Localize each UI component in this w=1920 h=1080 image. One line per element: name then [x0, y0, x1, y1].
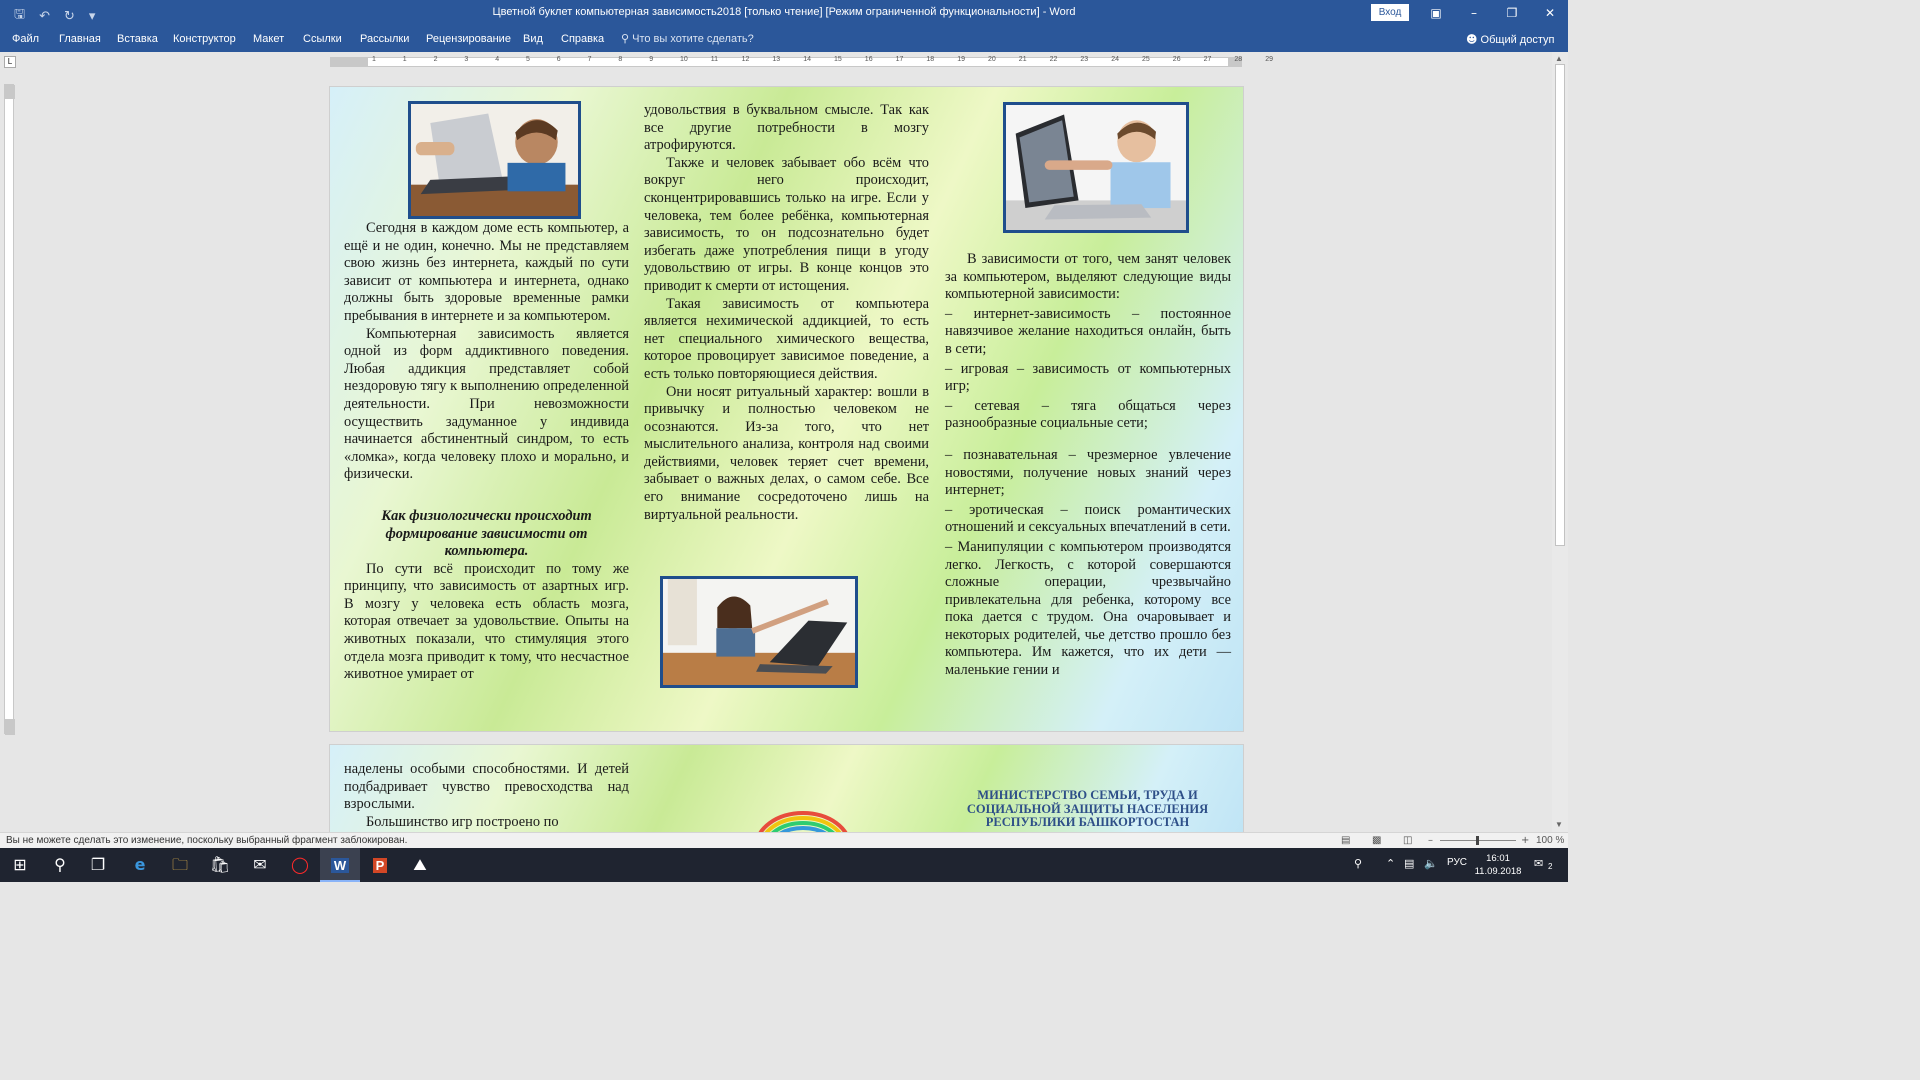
- volume-icon[interactable]: 🔈: [1424, 857, 1438, 870]
- ruler-tick-label: 22: [1049, 56, 1058, 63]
- share-button[interactable]: [1466, 33, 1554, 46]
- search-icon: ⚲: [621, 32, 630, 45]
- document-page-1[interactable]: [329, 86, 1244, 732]
- tab-insert[interactable]: Вставка: [117, 33, 158, 45]
- ruler-tick-label: 4: [495, 56, 500, 63]
- save-icon[interactable]: 🖫: [14, 7, 26, 22]
- ruler-tick-label: 14: [803, 56, 811, 63]
- redo-icon[interactable]: ↻: [63, 8, 75, 24]
- tab-mailings[interactable]: Рассылки: [360, 33, 410, 45]
- paragraph: По сути всё происходит по тому же принципу, что зависимость от азартных игр. В мозгу у человека есть область мозга, которая отвечает за удовольствие. Опыты на животных показали, что стимуляция этого отдела мозга приводит к тому, что несчастное животное умирает от: [344, 560, 629, 683]
- ruler-tick-label: 26: [1172, 56, 1181, 63]
- minimize-icon[interactable]: –: [1471, 6, 1477, 20]
- photo-boy-laptop: [408, 101, 581, 219]
- paragraph: Они носят ритуальный характер: вошли в привычку и полностью человеком не осознаются. Из-за того, что нет мыслительного анализа, контроля над своими действиями, человек теряет счет времени, забывает о важных делах, о самом себе. Все его внимание сосредоточено лишь на виртуальной реальности.: [644, 383, 929, 523]
- tell-me-label: Что вы хотите сделать?: [632, 33, 754, 45]
- zoom-slider-knob[interactable]: [1476, 836, 1479, 845]
- paragraph: Такая зависимость от компьютера является нехимической аддикцией, то есть нет специального химического вещества, которое провоцирует зависимое поведение, а есть только повторяющиеся действия.: [644, 295, 929, 382]
- read-mode-icon[interactable]: ▤: [1341, 835, 1351, 846]
- ribbon-display-options-icon[interactable]: ▣: [1430, 6, 1442, 20]
- list-item: – сетевая – тяга общаться через разнообразные социальные сети;: [945, 397, 1231, 432]
- vruler-top-margin: [5, 85, 15, 99]
- mail-icon[interactable]: ✉: [253, 855, 267, 874]
- section-heading: Как физиологически происходит формирование зависимости от компьютера.: [381, 507, 592, 560]
- ruler-tick-label: 11: [710, 56, 719, 63]
- ruler-tick-label: 17: [895, 56, 904, 63]
- store-icon[interactable]: 🛍: [209, 855, 231, 874]
- ruler-tick-label: 7: [587, 56, 592, 63]
- photos-app-icon[interactable]: ⛰: [413, 855, 427, 874]
- tab-review[interactable]: Рецензирование: [426, 33, 511, 45]
- tab-help[interactable]: Справка: [561, 33, 605, 45]
- paragraph: наделены особыми способностями. И детей подбадривает чувство превосходства над взрослыми.: [344, 761, 629, 813]
- close-icon[interactable]: ✕: [1544, 6, 1556, 20]
- tab-references[interactable]: Ссылки: [303, 33, 342, 45]
- ruler-tick-label: 28: [1234, 56, 1243, 63]
- list-item: – эротическая – поиск романтических отношений и сексуальных впечатлений в сети.: [945, 501, 1231, 536]
- clock-time: 16:01: [1486, 853, 1510, 864]
- list-item: – интернет-зависимость – постоянное навязчивое желание находиться онлайн, быть в сети;: [945, 305, 1231, 357]
- column-3[interactable]: [945, 251, 1231, 680]
- vruler-bottom-margin: [5, 719, 15, 735]
- ruler-tick-label: 8: [618, 56, 623, 63]
- ribbon-tabs: [0, 26, 1568, 52]
- ruler-tick-label: 27: [1203, 56, 1212, 63]
- print-layout-icon[interactable]: ▩: [1372, 835, 1382, 846]
- share-label: Общий доступ: [1480, 34, 1555, 46]
- list-item: – познавательная – чрезмерное увлечение новостями, получение новых знаний через интернет;: [945, 446, 1231, 499]
- network-icon[interactable]: ▤: [1404, 857, 1415, 870]
- ruler-tick-label: 1: [402, 56, 407, 63]
- paragraph: Также и человек забывает обо всём что вокруг него происходит, сконцентрировавшись только на игре. Если у человека, тем более ребёнка, компьютерная зависимость, то он подсознательно будет избегать даже употребления пищи в угоду удовольствию от игры. В конце концов это приводит к смерти от истощения.: [644, 154, 929, 294]
- ruler-tick-label: 29: [1265, 56, 1273, 63]
- column-2[interactable]: [644, 102, 929, 524]
- window-title: Цветной буклет компьютерная зависимость2018 [только чтение] [Режим ограниченной функциональности] - Word: [492, 6, 1076, 18]
- ruler-tick-label: 19: [957, 56, 965, 63]
- vertical-ruler[interactable]: [4, 84, 14, 734]
- status-bar: [0, 832, 1568, 848]
- paragraph: Сегодня в каждом доме есть компьютер, а ещё и не один, конечно. Мы не представляем свою жизнь без интернета, каждый по сути зависит от компьютера и интернета, однако должны быть здоровые временные рамки пребывания в интернете и за компьютером.: [344, 220, 629, 324]
- ruler-tick-label: 6: [556, 56, 561, 63]
- tab-design[interactable]: Конструктор: [173, 33, 236, 45]
- ministry-heading: МИНИСТЕРСТВО СЕМЬИ, ТРУДА И СОЦИАЛЬНОЙ ЗАЩИТЫ НАСЕЛЕНИЯ РЕСПУБЛИКИ БАШКОРТОСТАН: [966, 788, 1209, 829]
- paragraph: – Манипуляции с компьютером производятся легко. Легкость, с которой совершаются сложные операции, чрезвычайно привлекательна для ребенка, которому все пока дается с трудом. Она очаровывает и некоторых родителей, чье детство прошло без компьютера. Им кажется, что их дети — маленькие гении и: [945, 538, 1231, 679]
- ruler-tick-label: 3: [464, 56, 469, 63]
- undo-icon[interactable]: ↶: [39, 8, 50, 24]
- zoom-level[interactable]: 100 %: [1536, 835, 1565, 846]
- system-clock[interactable]: [1474, 852, 1522, 878]
- tell-me-search[interactable]: [621, 32, 754, 45]
- photo-woman-laptop: [660, 576, 858, 688]
- input-language[interactable]: РУС: [1447, 857, 1468, 868]
- notification-center-icon[interactable]: ✉: [1534, 857, 1544, 870]
- task-view-icon[interactable]: ❐: [90, 855, 106, 874]
- ruler-tick-label: 23: [1080, 56, 1089, 63]
- file-explorer-icon[interactable]: 🗀: [171, 855, 188, 874]
- tab-file[interactable]: Файл: [12, 33, 40, 45]
- ruler-tick-label: 12: [741, 56, 750, 63]
- powerpoint-app-icon[interactable]: P: [360, 848, 400, 882]
- ruler-tick-label: 10: [680, 56, 688, 63]
- ruler-tick-label: 20: [988, 56, 996, 63]
- customize-icon[interactable]: ▾: [88, 8, 96, 24]
- person-icon: ☻: [1466, 33, 1478, 46]
- paragraph: удовольствия в буквальном смысле. Так как все другие потребности в мозгу атрофируются.: [644, 102, 929, 154]
- horizontal-ruler[interactable]: [0, 52, 1568, 72]
- ruler-tick-label: 25: [1142, 56, 1150, 63]
- login-button[interactable]: Вход: [1371, 4, 1409, 21]
- edge-browser-icon[interactable]: e: [134, 855, 146, 874]
- zoom-out-icon[interactable]: –: [1428, 835, 1433, 846]
- ruler-tick-label: 2: [433, 56, 438, 63]
- scrollbar-thumb[interactable]: [1555, 64, 1565, 546]
- list-item: – игровая – зависимость от компьютерных игр;: [945, 360, 1231, 395]
- people-icon[interactable]: ⚲: [1354, 857, 1363, 870]
- windows-taskbar: [0, 848, 1568, 882]
- ruler-tick-label: 24: [1111, 56, 1119, 63]
- paragraph: В зависимости от того, чем занят человек за компьютером, выделяют следующие виды компьютерной зависимости:: [945, 251, 1231, 303]
- ruler-tick-label: 13: [772, 56, 781, 63]
- vertical-scrollbar[interactable]: [1552, 52, 1568, 832]
- ruler-tick-label: 9: [649, 56, 654, 63]
- paragraph: Компьютерная зависимость является одной из форм аддиктивного поведения. Любая аддикция представляет собой нездоровую тягу к выполнению определенной деятельности. При невозможности осуществить задуманное у индивида начинается абстинентный синдром, то есть «ломка», когда человеку плохо и морально, и физически.: [344, 325, 629, 483]
- tab-layout[interactable]: Макет: [253, 33, 285, 45]
- web-layout-icon[interactable]: ◫: [1403, 835, 1413, 846]
- title-bar: [0, 0, 1568, 26]
- windows-start-icon[interactable]: ⊞: [13, 855, 27, 874]
- ruler-tick-label: 15: [834, 56, 842, 63]
- clock-date: 11.09.2018: [1474, 866, 1522, 877]
- tab-selector[interactable]: L: [4, 56, 16, 68]
- scroll-down-icon[interactable]: ▼: [1555, 820, 1563, 829]
- ruler-tick-label: 5: [526, 56, 530, 63]
- tab-view[interactable]: Вид: [523, 33, 543, 45]
- photo-boy-hand-laptop: [1003, 102, 1189, 233]
- ruler-tick-label: 18: [926, 56, 935, 63]
- zoom-in-icon[interactable]: +: [1521, 835, 1530, 846]
- status-message: Вы не можете сделать это изменение, поскольку выбранный фрагмент заблокирован.: [6, 835, 408, 846]
- scroll-up-icon[interactable]: ▲: [1555, 54, 1563, 63]
- document-page-2[interactable]: [329, 744, 1244, 844]
- word-app-icon[interactable]: W: [320, 848, 360, 882]
- paragraph: Большинство игр построено по: [366, 813, 559, 830]
- column-1[interactable]: [344, 220, 629, 684]
- ruler-tick-label: 1: [372, 56, 376, 63]
- search-icon[interactable]: ⚲: [54, 855, 66, 874]
- ruler-left-margin: [330, 57, 368, 67]
- maximize-icon[interactable]: ❐: [1506, 6, 1518, 20]
- page2-column-1[interactable]: [344, 761, 629, 831]
- tray-chevron-icon[interactable]: ⌃: [1386, 857, 1396, 870]
- notification-count: 2: [1548, 862, 1553, 871]
- ruler-tick-label: 16: [864, 56, 873, 63]
- tab-home[interactable]: Главная: [59, 33, 101, 45]
- ruler-tick-label: 21: [1018, 56, 1027, 63]
- opera-browser-icon[interactable]: ◯: [291, 855, 309, 874]
